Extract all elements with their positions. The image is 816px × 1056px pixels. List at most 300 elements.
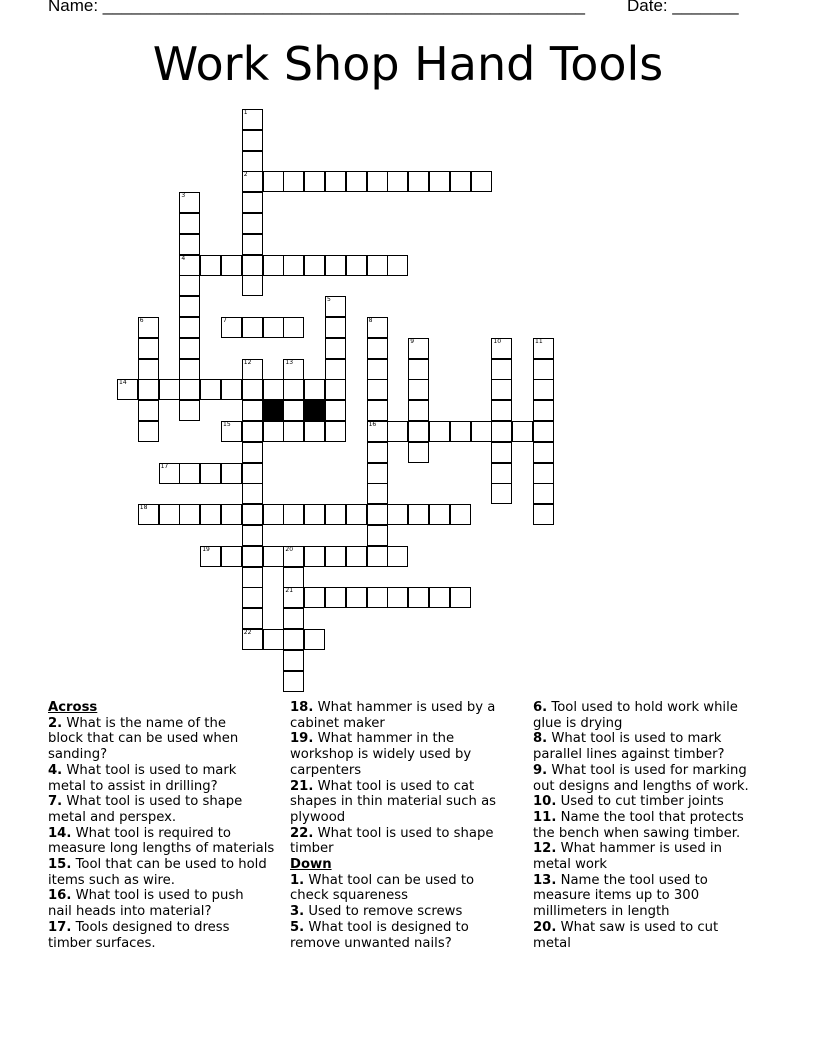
clue-text: What tool can be used to bbox=[308, 872, 475, 888]
clue-number: 20. bbox=[533, 919, 557, 935]
clue-text: Used to remove screws bbox=[308, 904, 463, 920]
grid-cell[interactable] bbox=[387, 587, 408, 608]
grid-cell[interactable] bbox=[325, 359, 346, 380]
clue-line bbox=[290, 763, 520, 779]
clue-number: 16. bbox=[48, 888, 72, 904]
clue-line bbox=[290, 794, 520, 810]
grid-cell[interactable] bbox=[304, 171, 325, 192]
grid-cell[interactable] bbox=[325, 317, 346, 338]
clue-line bbox=[533, 794, 773, 810]
grid-cell[interactable] bbox=[367, 338, 388, 359]
clue-line bbox=[48, 779, 278, 795]
grid-cell[interactable] bbox=[242, 109, 263, 130]
grid-cell[interactable] bbox=[179, 379, 200, 400]
across-clue-14 bbox=[48, 826, 278, 857]
grid-cell[interactable] bbox=[367, 546, 388, 567]
grid-cell[interactable] bbox=[387, 255, 408, 276]
across-clue-2 bbox=[48, 716, 278, 763]
clue-text: sanding? bbox=[48, 747, 108, 763]
clue-text: What tool is designed to bbox=[308, 919, 469, 935]
down-clue-6 bbox=[533, 700, 773, 731]
clue-text: Tool that can be used to hold bbox=[75, 857, 267, 873]
grid-cell[interactable] bbox=[408, 587, 429, 608]
clue-number: 14. bbox=[48, 825, 72, 841]
clue-number: 12 bbox=[243, 358, 252, 366]
grid-cell[interactable] bbox=[367, 317, 388, 338]
clue-text: nail heads into material? bbox=[48, 904, 212, 920]
grid-cell[interactable] bbox=[200, 255, 221, 276]
clue-line bbox=[533, 779, 773, 795]
clue-number: 2 bbox=[243, 171, 248, 179]
grid-cell[interactable] bbox=[533, 379, 554, 400]
grid-cell[interactable] bbox=[408, 504, 429, 525]
grid-cell[interactable] bbox=[325, 338, 346, 359]
clue-number: 21 bbox=[285, 587, 294, 595]
clue-line bbox=[290, 747, 520, 763]
grid-cell[interactable] bbox=[533, 504, 554, 525]
grid-cell[interactable] bbox=[408, 421, 429, 442]
grid-cell[interactable] bbox=[159, 379, 180, 400]
clue-number: 13. bbox=[533, 872, 557, 888]
grid-cell[interactable] bbox=[138, 504, 159, 525]
grid-cell[interactable] bbox=[325, 504, 346, 525]
grid-cell[interactable] bbox=[179, 213, 200, 234]
clue-text: plywood bbox=[290, 809, 346, 825]
down-clue-11 bbox=[533, 810, 773, 841]
clue-number: 19 bbox=[202, 545, 210, 553]
grid-cell[interactable] bbox=[138, 338, 159, 359]
grid-cell[interactable] bbox=[450, 421, 471, 442]
clue-text: Tools designed to dress bbox=[75, 919, 230, 935]
clue-number: 3 bbox=[181, 192, 186, 200]
grid-cell[interactable] bbox=[159, 504, 180, 525]
clue-line bbox=[48, 904, 278, 920]
clue-number: 17. bbox=[48, 919, 72, 935]
clue-text: cabinet maker bbox=[290, 715, 385, 731]
grid-cell[interactable] bbox=[283, 255, 304, 276]
grid-cell[interactable] bbox=[283, 171, 304, 192]
grid-cell[interactable] bbox=[242, 275, 263, 296]
clue-line bbox=[290, 716, 520, 732]
page-title: Work Shop Hand Tools bbox=[152, 37, 664, 91]
grid-cell[interactable] bbox=[117, 379, 138, 400]
clue-line bbox=[290, 779, 520, 795]
grid-cell[interactable] bbox=[179, 463, 200, 484]
grid-cell[interactable] bbox=[387, 171, 408, 192]
grid-cell[interactable] bbox=[450, 504, 471, 525]
grid-cell[interactable] bbox=[200, 379, 221, 400]
clue-number: 6 bbox=[139, 317, 144, 324]
grid-cell[interactable] bbox=[533, 463, 554, 484]
clue-line bbox=[533, 747, 773, 763]
clue-text: What tool is required to bbox=[75, 825, 231, 841]
clue-number: 3. bbox=[290, 904, 305, 920]
clue-number: 17 bbox=[160, 462, 169, 470]
grid-cell[interactable] bbox=[283, 546, 304, 567]
clue-number: 16 bbox=[368, 421, 377, 428]
grid-cell[interactable] bbox=[138, 421, 159, 442]
grid-cell[interactable] bbox=[159, 463, 180, 484]
grid-cell[interactable] bbox=[367, 359, 388, 380]
clue-text: carpenters bbox=[290, 762, 362, 778]
grid-cell[interactable] bbox=[138, 359, 159, 380]
grid-cell[interactable] bbox=[179, 255, 200, 276]
clue-line bbox=[290, 936, 520, 952]
clue-text: What is the name of the bbox=[66, 715, 226, 731]
clue-text: What hammer in the bbox=[317, 731, 455, 747]
clue-line bbox=[290, 841, 520, 857]
grid-cell[interactable] bbox=[325, 296, 346, 317]
grid-cell[interactable] bbox=[471, 171, 492, 192]
clue-number: 14 bbox=[119, 379, 127, 387]
clue-text: metal work bbox=[533, 857, 607, 873]
grid-cell[interactable] bbox=[138, 317, 159, 338]
grid-cell[interactable] bbox=[408, 359, 429, 380]
grid-cell[interactable] bbox=[367, 504, 388, 525]
grid-cell[interactable] bbox=[263, 546, 284, 567]
down-clue-8 bbox=[533, 731, 773, 762]
clue-text: Name the tool used to bbox=[560, 872, 708, 888]
clue-number: 7. bbox=[48, 794, 63, 810]
grid-cell[interactable] bbox=[491, 421, 512, 442]
grid-cell[interactable] bbox=[491, 359, 512, 380]
clue-text: out designs and lengths of work. bbox=[533, 778, 749, 794]
clue-number: 10 bbox=[493, 337, 502, 345]
grid-cell[interactable] bbox=[283, 587, 304, 608]
grid-cell[interactable] bbox=[221, 504, 242, 525]
clue-number: 5 bbox=[327, 296, 331, 304]
grid-cell[interactable] bbox=[533, 400, 554, 421]
grid-cell[interactable] bbox=[491, 463, 512, 484]
grid-cell[interactable] bbox=[179, 359, 200, 380]
grid-cell[interactable] bbox=[242, 151, 263, 172]
grid-cell[interactable] bbox=[533, 483, 554, 504]
clue-number: 21. bbox=[290, 778, 314, 794]
grid-cell[interactable] bbox=[179, 504, 200, 525]
down-clue-13 bbox=[533, 873, 773, 920]
grid-cell[interactable] bbox=[221, 463, 242, 484]
clue-line bbox=[533, 700, 773, 716]
grid-cell[interactable] bbox=[138, 400, 159, 421]
down-clue-9 bbox=[533, 763, 773, 794]
grid-cell[interactable] bbox=[283, 400, 304, 421]
grid-cell[interactable] bbox=[263, 317, 284, 338]
clue-line bbox=[533, 731, 773, 747]
clue-number: 8. bbox=[533, 731, 548, 747]
grid-cell[interactable] bbox=[242, 192, 263, 213]
grid-cell[interactable] bbox=[491, 483, 512, 504]
grid-cell[interactable] bbox=[304, 504, 325, 525]
grid-cell[interactable] bbox=[367, 421, 388, 442]
clue-text: What tool is used to mark bbox=[66, 762, 237, 778]
grid-cell[interactable] bbox=[242, 171, 263, 192]
grid-cell[interactable] bbox=[408, 379, 429, 400]
grid-cell[interactable] bbox=[263, 379, 284, 400]
grid-cell[interactable] bbox=[533, 421, 554, 442]
clue-number: 9. bbox=[533, 762, 548, 778]
clue-number: 7 bbox=[223, 317, 227, 324]
grid-cell[interactable] bbox=[283, 379, 304, 400]
clue-line bbox=[533, 904, 773, 920]
clue-number: 5. bbox=[290, 919, 305, 935]
grid-cell[interactable] bbox=[408, 400, 429, 421]
clue-number: 2. bbox=[48, 715, 63, 731]
down-clue-1 bbox=[290, 873, 520, 904]
grid-cell[interactable] bbox=[429, 587, 450, 608]
grid-cell[interactable] bbox=[367, 400, 388, 421]
clue-line bbox=[290, 904, 520, 920]
grid-cell[interactable] bbox=[283, 317, 304, 338]
grid-cell[interactable] bbox=[408, 338, 429, 359]
clues-column-2 bbox=[290, 700, 520, 951]
grid-cell[interactable] bbox=[242, 567, 263, 588]
clue-number: 15. bbox=[48, 857, 72, 873]
grid-cell[interactable] bbox=[304, 255, 325, 276]
grid-cell[interactable] bbox=[200, 504, 221, 525]
grid-cell[interactable] bbox=[283, 504, 304, 525]
clue-line bbox=[533, 888, 773, 904]
grid-cell[interactable] bbox=[242, 213, 263, 234]
grid-cell[interactable] bbox=[367, 587, 388, 608]
clue-text: What hammer is used by a bbox=[317, 700, 496, 715]
grid-cell[interactable] bbox=[200, 546, 221, 567]
grid-cell[interactable] bbox=[242, 379, 263, 400]
grid-cell[interactable] bbox=[221, 255, 242, 276]
grid-cell[interactable] bbox=[263, 504, 284, 525]
grid-cell[interactable] bbox=[491, 379, 512, 400]
grid-cell[interactable] bbox=[242, 317, 263, 338]
clue-line bbox=[290, 810, 520, 826]
grid-cell[interactable] bbox=[325, 171, 346, 192]
grid-cell[interactable] bbox=[221, 379, 242, 400]
clue-line bbox=[290, 826, 520, 842]
across-heading: Across bbox=[48, 700, 98, 715]
grid-cell[interactable] bbox=[242, 130, 263, 151]
across-clue-17 bbox=[48, 920, 278, 951]
down-clue-20 bbox=[533, 920, 773, 951]
clue-line bbox=[533, 716, 773, 732]
grid-cell[interactable] bbox=[179, 338, 200, 359]
grid-cell[interactable] bbox=[367, 463, 388, 484]
grid-cell[interactable] bbox=[491, 400, 512, 421]
clue-line bbox=[290, 920, 520, 936]
grid-cell[interactable] bbox=[325, 255, 346, 276]
grid-cell[interactable] bbox=[304, 379, 325, 400]
grid-cell[interactable] bbox=[221, 421, 242, 442]
clue-number: 4. bbox=[48, 762, 63, 778]
clue-text: What hammer is used in bbox=[560, 841, 722, 857]
clue-text: metal to assist in drilling? bbox=[48, 778, 218, 794]
clue-line bbox=[48, 888, 278, 904]
clue-text: What tool is used for marking bbox=[551, 762, 747, 778]
grid-cell[interactable] bbox=[242, 255, 263, 276]
grid-cell[interactable] bbox=[367, 483, 388, 504]
across-clue-19 bbox=[290, 731, 520, 778]
grid-cell[interactable] bbox=[408, 442, 429, 463]
grid-cell[interactable] bbox=[387, 421, 408, 442]
clue-text: millimeters in length bbox=[533, 904, 670, 920]
grid-cell[interactable] bbox=[179, 296, 200, 317]
grid-cell[interactable] bbox=[242, 400, 263, 421]
across-clue-4 bbox=[48, 763, 278, 794]
grid-cell[interactable] bbox=[242, 463, 263, 484]
grid-cell[interactable] bbox=[346, 587, 367, 608]
down-heading: Down bbox=[290, 857, 332, 873]
grid-cell[interactable] bbox=[450, 171, 471, 192]
across-clue-22 bbox=[290, 826, 520, 857]
clue-number: 13 bbox=[285, 358, 294, 366]
grid-cell[interactable] bbox=[179, 192, 200, 213]
grid-cell[interactable] bbox=[429, 504, 450, 525]
clue-text: What tool is used to mark bbox=[551, 731, 722, 747]
grid-cell[interactable] bbox=[533, 359, 554, 380]
clue-number: 11 bbox=[535, 337, 543, 345]
grid-cell[interactable] bbox=[283, 671, 304, 692]
clue-text: check squareness bbox=[290, 888, 408, 904]
grid-cell[interactable] bbox=[367, 525, 388, 546]
clues-column-3 bbox=[533, 700, 773, 951]
clue-text: remove unwanted nails? bbox=[290, 935, 452, 951]
grid-cell[interactable] bbox=[304, 587, 325, 608]
grid-cell[interactable] bbox=[263, 629, 284, 650]
clue-text: metal bbox=[533, 935, 571, 951]
clue-line bbox=[48, 763, 278, 779]
grid-cell[interactable] bbox=[367, 379, 388, 400]
clue-line bbox=[48, 810, 278, 826]
grid-cell[interactable] bbox=[179, 400, 200, 421]
clue-line bbox=[48, 826, 278, 842]
clue-line bbox=[48, 731, 278, 747]
clue-number: 22 bbox=[243, 629, 252, 636]
grid-cell[interactable] bbox=[325, 421, 346, 442]
down-clue-3 bbox=[290, 904, 520, 920]
grid-cell[interactable] bbox=[491, 338, 512, 359]
grid-cell[interactable] bbox=[200, 463, 221, 484]
grid-cell[interactable] bbox=[408, 171, 429, 192]
grid-cell[interactable] bbox=[263, 421, 284, 442]
grid-cell[interactable] bbox=[283, 567, 304, 588]
grid-cell[interactable] bbox=[533, 338, 554, 359]
grid-cell[interactable] bbox=[325, 546, 346, 567]
clue-text: workshop is widely used by bbox=[290, 747, 472, 763]
grid-cell[interactable] bbox=[242, 234, 263, 255]
grid-cell[interactable] bbox=[325, 587, 346, 608]
grid-cell[interactable] bbox=[242, 442, 263, 463]
clue-line bbox=[48, 873, 278, 889]
grid-cell[interactable] bbox=[283, 629, 304, 650]
clue-number: 1. bbox=[290, 872, 305, 888]
grid-cell[interactable] bbox=[263, 171, 284, 192]
grid-cell[interactable] bbox=[367, 171, 388, 192]
grid-cell[interactable] bbox=[242, 608, 263, 629]
grid-cell[interactable] bbox=[450, 587, 471, 608]
grid-cell[interactable] bbox=[346, 171, 367, 192]
grid-cell[interactable] bbox=[242, 587, 263, 608]
across-clue-15 bbox=[48, 857, 278, 888]
clue-line bbox=[533, 936, 773, 952]
across-clue-18 bbox=[290, 700, 520, 731]
grid-cell[interactable] bbox=[179, 234, 200, 255]
clue-text: What tool is used to push bbox=[75, 888, 244, 904]
grid-cell[interactable] bbox=[429, 171, 450, 192]
grid-cell[interactable] bbox=[179, 317, 200, 338]
grid-cell[interactable] bbox=[283, 359, 304, 380]
clue-text: timber bbox=[290, 841, 334, 857]
grid-cell[interactable] bbox=[263, 255, 284, 276]
grid-cell[interactable] bbox=[242, 525, 263, 546]
clue-text: shapes in thin material such as bbox=[290, 794, 497, 810]
grid-cell[interactable] bbox=[304, 421, 325, 442]
grid-cell[interactable] bbox=[429, 421, 450, 442]
grid-cell[interactable] bbox=[283, 608, 304, 629]
clue-number: 4 bbox=[181, 254, 186, 262]
grid-cell[interactable] bbox=[221, 317, 242, 338]
grid-cell[interactable] bbox=[533, 442, 554, 463]
grid-cell[interactable] bbox=[387, 504, 408, 525]
grid-cell[interactable] bbox=[179, 275, 200, 296]
grid-cell[interactable] bbox=[304, 629, 325, 650]
grid-cell[interactable] bbox=[283, 650, 304, 671]
grid-cell[interactable] bbox=[512, 421, 533, 442]
grid-cell[interactable] bbox=[346, 546, 367, 567]
grid-cell[interactable] bbox=[491, 442, 512, 463]
clue-text: block that can be used when bbox=[48, 731, 239, 747]
grid-cell[interactable] bbox=[138, 379, 159, 400]
clue-number: 18. bbox=[290, 700, 314, 715]
grid-cell[interactable] bbox=[242, 546, 263, 567]
grid-cell[interactable] bbox=[325, 379, 346, 400]
clue-number: 12. bbox=[533, 841, 557, 857]
name-field[interactable]: Name: ___________________________________________________ bbox=[48, 0, 585, 15]
grid-cell[interactable] bbox=[471, 421, 492, 442]
clue-text: What tool is used to cat bbox=[317, 778, 475, 794]
clue-line bbox=[533, 873, 773, 889]
grid-cell[interactable] bbox=[346, 504, 367, 525]
across-clue-7 bbox=[48, 794, 278, 825]
grid-cell[interactable] bbox=[242, 483, 263, 504]
grid-cell[interactable] bbox=[367, 255, 388, 276]
grid-cell[interactable] bbox=[304, 546, 325, 567]
grid-cell[interactable] bbox=[387, 546, 408, 567]
down-clue-10 bbox=[533, 794, 773, 810]
black-cell bbox=[263, 400, 284, 421]
grid-cell[interactable] bbox=[242, 359, 263, 380]
grid-cell[interactable] bbox=[242, 421, 263, 442]
clue-number: 11. bbox=[533, 809, 557, 825]
clue-number: 1 bbox=[243, 109, 248, 116]
grid-cell[interactable] bbox=[221, 546, 242, 567]
clue-number: 19. bbox=[290, 731, 314, 747]
clue-text: What tool is used to shape bbox=[66, 794, 243, 810]
clue-text: Used to cut timber joints bbox=[560, 794, 724, 810]
clue-line bbox=[48, 794, 278, 810]
clue-number: 22. bbox=[290, 825, 314, 841]
grid-cell[interactable] bbox=[242, 504, 263, 525]
clue-text: timber surfaces. bbox=[48, 935, 156, 951]
clue-number: 9 bbox=[410, 337, 415, 345]
grid-cell[interactable] bbox=[346, 255, 367, 276]
grid-cell[interactable] bbox=[367, 442, 388, 463]
clue-text: measure items up to 300 bbox=[533, 888, 700, 904]
clue-line bbox=[533, 857, 773, 873]
date-field[interactable]: Date: _______ bbox=[627, 0, 739, 15]
clue-line bbox=[533, 920, 773, 936]
grid-cell[interactable] bbox=[242, 629, 263, 650]
grid-cell[interactable] bbox=[325, 400, 346, 421]
grid-cell[interactable] bbox=[283, 421, 304, 442]
clues-column-1 bbox=[48, 700, 278, 951]
clue-number: 10. bbox=[533, 794, 557, 810]
